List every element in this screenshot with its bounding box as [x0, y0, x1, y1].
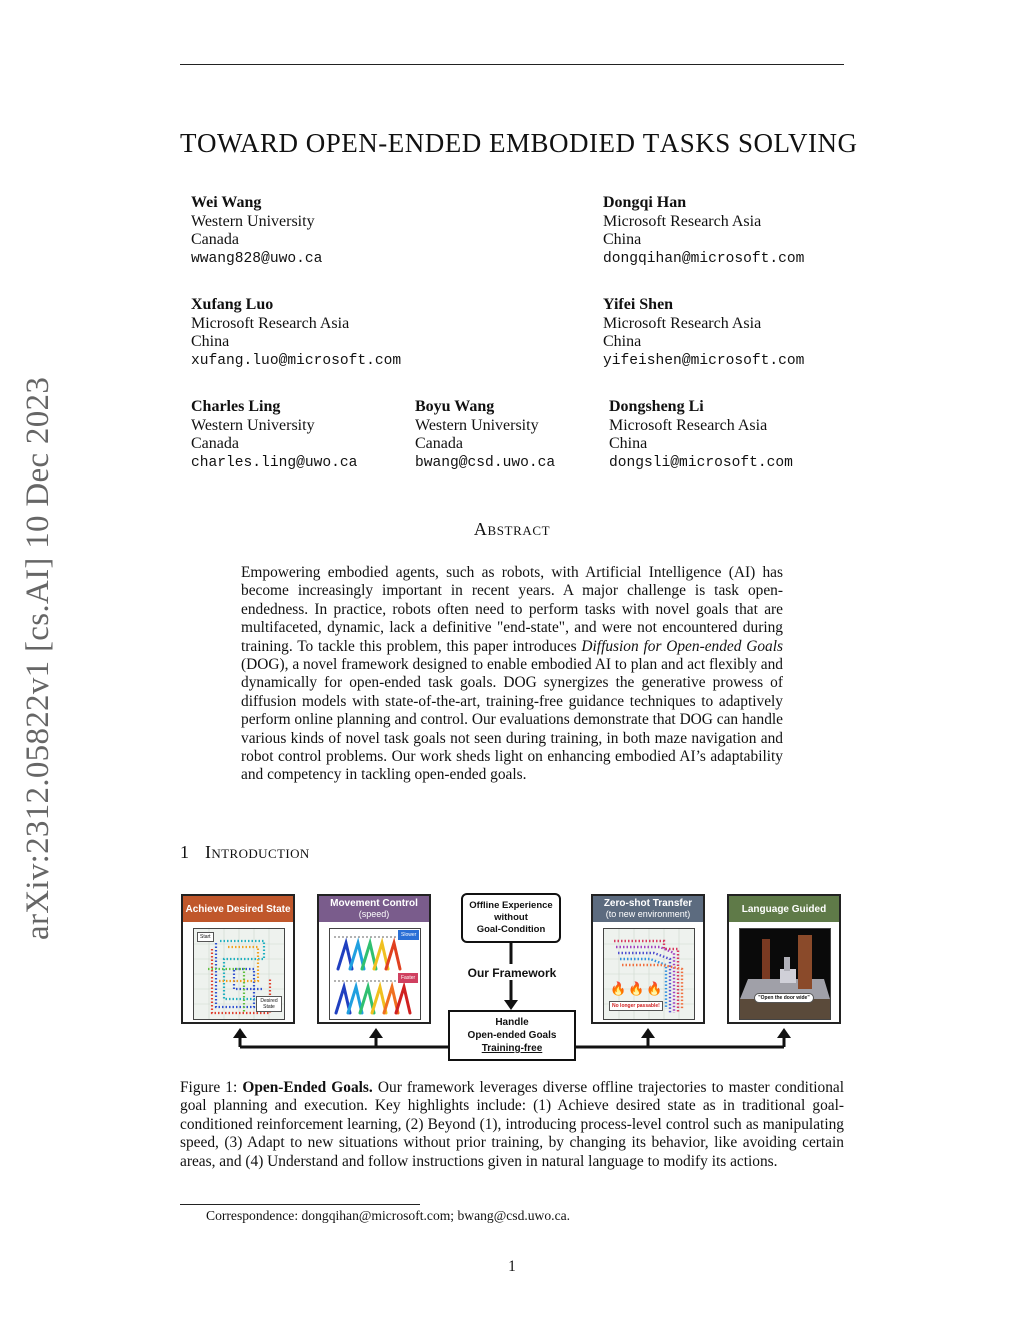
footnote-rule: [180, 1204, 420, 1205]
author-country: China: [609, 435, 648, 452]
section-heading: 1 Introduction: [180, 842, 310, 862]
panel-zero-shot-transfer: [591, 894, 705, 1024]
panel-language-guided: [727, 894, 841, 1024]
author-email[interactable]: dongqihan@microsoft.com: [603, 250, 805, 267]
author-email[interactable]: charles.ling@uwo.ca: [191, 454, 358, 471]
author-block: [191, 398, 357, 472]
abstract-body: Empowering embodied agents, such as robots, with Artificial Intelligence (AI) has become increasingly important in recent years. A major challenge is task open-endedness. In practice, robots often need to perform tasks with novel goals that are multifaceted, dynamic, lack a definitive "end-state", and were not encountered during training. To tackle this problem, this paper introduces Diffusion for Open-ended Goals (DOG), a novel framework designed to enable embodied AI to plan and act flexibly and dynamically for open-ended task goals. DOG synergizes the generative prowess of diffusion models with state-of-the-art, training-free guidance techniques to adaptively perform online planning and control. Our evaluations demonstrate that DOG can handle various kinds of novel task goals not seen during training, in both maze navigation and robot control problems. Our work sheds light on enhancing embodied AI’s adaptability and competency in tackling open-ended goals.: [241, 564, 784, 784]
author-affiliation: Microsoft Research Asia: [603, 212, 762, 230]
maze-plot: [193, 928, 285, 1020]
abstract-heading: Abstract: [473, 519, 551, 539]
author-name: Dongqi Han: [603, 194, 687, 211]
author-name: Wei Wang: [191, 194, 262, 211]
author-block: [603, 296, 804, 370]
panel-movement-control: [317, 894, 431, 1024]
author-name: Dongsheng Li: [609, 398, 704, 415]
author-name: Charles Ling: [191, 398, 281, 415]
footnote: Correspondence: dongqihan@microsoft.com; bwang@csd.uwo.ca.: [206, 1208, 571, 1223]
author-country: China: [603, 333, 642, 350]
no-longer-passable-label: No longer passable!: [609, 1001, 663, 1011]
author-country: China: [603, 231, 642, 248]
author-email[interactable]: xufang.luo@microsoft.com: [191, 352, 402, 369]
author-affiliation: Western University: [415, 416, 539, 434]
author-block: [609, 398, 793, 472]
author-block: [415, 398, 555, 472]
author-country: Canada: [191, 231, 239, 248]
speed-plot: [329, 928, 421, 1020]
arxiv-stamp: arXiv:2312.05822v1 [cs.AI] 10 Dec 2023: [20, 376, 56, 940]
robot-arm-image: [740, 929, 830, 1019]
author-affiliation: Microsoft Research Asia: [603, 314, 762, 332]
paper-title: TOWARD OPEN-ENDED EMBODIED TASKS SOLVING: [180, 128, 858, 158]
desired-state-label: Desired State: [256, 996, 282, 1012]
top-rule: [180, 64, 844, 65]
author-email[interactable]: yifeishen@microsoft.com: [603, 352, 805, 369]
author-country: China: [191, 333, 230, 350]
panel-header: Movement Control (speed): [319, 896, 429, 922]
author-email[interactable]: bwang@csd.uwo.ca: [415, 454, 556, 471]
flame-icon: 🔥: [628, 981, 645, 996]
author-affiliation: Western University: [191, 212, 315, 230]
author-block: [191, 296, 401, 370]
page-number: 1: [508, 1258, 516, 1275]
author-email[interactable]: wwang828@uwo.ca: [191, 250, 323, 267]
author-country: Canada: [191, 435, 239, 452]
author-email[interactable]: dongsli@microsoft.com: [609, 454, 793, 471]
author-affiliation: Western University: [191, 416, 315, 434]
start-label: Start: [197, 932, 214, 942]
transfer-maze-plot: [603, 928, 695, 1020]
flame-icon: 🔥: [646, 981, 663, 996]
author-block: [603, 194, 804, 268]
panel-header: Language Guided: [729, 896, 839, 922]
robot-scene: [739, 928, 831, 1020]
author-block: [191, 194, 322, 268]
offline-experience-box: Offline Experience without Goal-Condition: [461, 893, 561, 943]
author-country: Canada: [415, 435, 463, 452]
author-name: Boyu Wang: [415, 398, 495, 415]
panel-achieve-desired-state: [181, 894, 295, 1024]
open-ended-goals-box: Handle Open-ended Goals Training-free: [448, 1010, 576, 1061]
flame-icon: 🔥: [610, 981, 627, 996]
slower-label: Slower: [398, 930, 419, 940]
author-affiliation: Microsoft Research Asia: [609, 416, 768, 434]
author-affiliation: Microsoft Research Asia: [191, 314, 350, 332]
author-name: Yifei Shen: [603, 296, 674, 313]
figure-1: [180, 892, 844, 1067]
faster-label: Faster: [398, 973, 418, 983]
author-name: Xufang Luo: [191, 296, 274, 313]
panel-header: Zero-shot Transfer (to new environment): [593, 896, 703, 922]
figure-caption: Figure 1: Open-Ended Goals. Our framework leverages diverse offline trajectories to master conditional goal planning and execution. Key highlights include: (1) Achieve desired state as in traditional goal-conditioned reinforcement learning, (2) Beyond (1), introducing process-level control such as manipulating speed, (3) Adapt to new situations without prior training, by changing its behavior, like avoiding certain areas, and (4) Understand and follow instructions given in natural language to modify its actions.: [180, 1079, 844, 1170]
framework-label: Our Framework: [467, 966, 557, 980]
instruction-bubble: "Open the door wide": [754, 993, 814, 1003]
panel-header: Achieve Desired State: [183, 896, 293, 922]
